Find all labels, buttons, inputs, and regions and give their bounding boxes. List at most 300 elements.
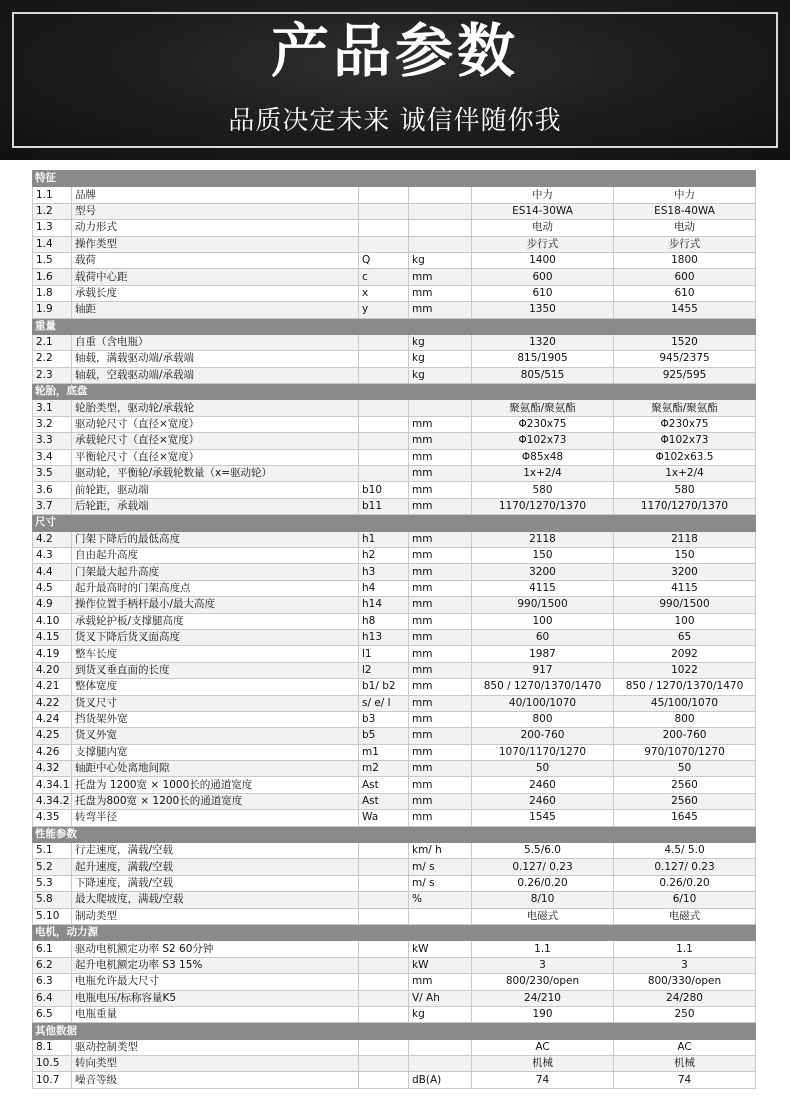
cell-parameter: 最大爬坡度，满载/空载 [72,892,359,908]
table-row [33,1056,756,1072]
cell-value-model-2: 150 [614,547,756,563]
page-title: 产品参数 [270,17,519,85]
cell-symbol [359,1006,409,1022]
cell-unit [409,203,472,219]
table-row [33,351,756,367]
cell-parameter: 轴距中心处离地间隙 [72,761,359,777]
cell-symbol: h14 [359,597,409,613]
section-header [33,1023,756,1039]
cell-parameter: 前轮距，驱动端 [72,482,359,498]
cell-unit [409,400,472,416]
cell-unit: mm [409,793,472,809]
table-row [33,908,756,924]
cell-value-model-1: 机械 [472,1056,614,1072]
cell-value-model-2: 925/595 [614,367,756,383]
cell-symbol [359,974,409,990]
section-header [33,318,756,334]
cell-symbol [359,449,409,465]
cell-value-model-2: 3200 [614,564,756,580]
cell-number: 4.3 [33,547,72,563]
table-row [33,187,756,203]
spec-table-container [32,170,755,1089]
cell-value-model-1: 2118 [472,531,614,547]
cell-unit: kg [409,351,472,367]
cell-unit: mm [409,646,472,662]
cell-value-model-2: 2560 [614,793,756,809]
cell-number: 4.35 [33,810,72,826]
cell-unit: mm [409,285,472,301]
cell-number: 4.34.2 [33,793,72,809]
cell-value-model-1: 50 [472,761,614,777]
cell-parameter: 承载长度 [72,285,359,301]
cell-unit: mm [409,302,472,318]
cell-number: 6.4 [33,990,72,1006]
cell-value-model-2: 250 [614,1006,756,1022]
cell-value-model-2: 50 [614,761,756,777]
table-row [33,482,756,498]
cell-symbol: h3 [359,564,409,580]
cell-number: 4.26 [33,744,72,760]
cell-number: 5.10 [33,908,72,924]
table-row [33,744,756,760]
section-title: 特征 [33,171,756,187]
cell-parameter: 噪音等级 [72,1072,359,1088]
cell-symbol [359,859,409,875]
cell-value-model-1: Φ230x75 [472,416,614,432]
cell-parameter: 轴载，空载驱动端/承载端 [72,367,359,383]
cell-parameter: 载荷中心距 [72,269,359,285]
cell-value-model-2: 机械 [614,1056,756,1072]
cell-symbol: b3 [359,711,409,727]
cell-number: 4.32 [33,761,72,777]
cell-number: 1.2 [33,203,72,219]
cell-value-model-1: 1987 [472,646,614,662]
cell-number: 1.8 [33,285,72,301]
section-title: 其他数据 [33,1023,756,1039]
cell-parameter: 轴距 [72,302,359,318]
cell-value-model-2: ES18-40WA [614,203,756,219]
cell-unit: mm [409,810,472,826]
table-row [33,285,756,301]
table-row [33,613,756,629]
cell-value-model-2: AC [614,1039,756,1055]
cell-unit: mm [409,269,472,285]
cell-value-model-2: 1520 [614,334,756,350]
cell-number: 1.5 [33,252,72,268]
cell-parameter: 挡货架外宽 [72,711,359,727]
cell-parameter: 后轮距，承载端 [72,498,359,514]
cell-parameter: 起升速度，满载/空载 [72,859,359,875]
section-title: 重量 [33,318,756,334]
table-row [33,580,756,596]
cell-symbol [359,351,409,367]
table-row [33,957,756,973]
cell-unit: kg [409,1006,472,1022]
cell-number: 4.20 [33,662,72,678]
cell-value-model-1: 580 [472,482,614,498]
cell-symbol: l1 [359,646,409,662]
cell-symbol: l2 [359,662,409,678]
cell-number: 4.22 [33,695,72,711]
table-row [33,777,756,793]
cell-parameter: 载荷 [72,252,359,268]
cell-value-model-2: 2092 [614,646,756,662]
cell-symbol [359,466,409,482]
cell-parameter: 托盘为 1200宽 × 1000长的通道宽度 [72,777,359,793]
cell-unit: m/ s [409,859,472,875]
cell-value-model-1: 800 [472,711,614,727]
cell-symbol [359,220,409,236]
cell-parameter: 操作类型 [72,236,359,252]
cell-parameter: 制动类型 [72,908,359,924]
cell-number: 4.2 [33,531,72,547]
cell-number: 4.21 [33,679,72,695]
cell-parameter: 整车长度 [72,646,359,662]
cell-number: 4.19 [33,646,72,662]
cell-symbol [359,187,409,203]
table-row [33,449,756,465]
cell-number: 3.4 [33,449,72,465]
cell-value-model-2: 800 [614,711,756,727]
cell-symbol: b11 [359,498,409,514]
cell-value-model-1: 1320 [472,334,614,350]
cell-value-model-2: 1022 [614,662,756,678]
cell-value-model-2: 4115 [614,580,756,596]
table-row [33,941,756,957]
table-row [33,547,756,563]
table-row [33,400,756,416]
table-row [33,433,756,449]
cell-number: 3.1 [33,400,72,416]
table-row [33,597,756,613]
cell-parameter: 电瓶电压/标称容量K5 [72,990,359,1006]
cell-value-model-2: 中力 [614,187,756,203]
cell-unit [409,1056,472,1072]
cell-value-model-1: 4115 [472,580,614,596]
cell-value-model-1: 2460 [472,793,614,809]
cell-value-model-1: 190 [472,1006,614,1022]
table-row [33,302,756,318]
table-row [33,843,756,859]
cell-symbol [359,892,409,908]
cell-value-model-1: 850 / 1270/1370/1470 [472,679,614,695]
cell-symbol: y [359,302,409,318]
cell-parameter: 驱动控制类型 [72,1039,359,1055]
cell-unit: km/ h [409,843,472,859]
cell-symbol: h4 [359,580,409,596]
cell-unit: kW [409,941,472,957]
cell-unit: mm [409,547,472,563]
cell-parameter: 行走速度，满载/空载 [72,843,359,859]
cell-unit: V/ Ah [409,990,472,1006]
section-header [33,924,756,940]
cell-parameter: 整体宽度 [72,679,359,695]
cell-parameter: 轮胎类型，驱动轮/承载轮 [72,400,359,416]
section-title: 电机，动力源 [33,924,756,940]
cell-symbol [359,203,409,219]
cell-number: 1.3 [33,220,72,236]
cell-value-model-2: 聚氨酯/聚氨酯 [614,400,756,416]
cell-symbol [359,1039,409,1055]
cell-value-model-1: 1545 [472,810,614,826]
cell-value-model-1: 74 [472,1072,614,1088]
cell-parameter: 电瓶重量 [72,1006,359,1022]
page-subtitle: 品质决定未来 诚信伴随你我 [228,106,562,136]
cell-value-model-2: 1170/1270/1370 [614,498,756,514]
cell-number: 1.6 [33,269,72,285]
cell-value-model-1: 1.1 [472,941,614,957]
cell-symbol [359,1072,409,1088]
cell-symbol [359,400,409,416]
cell-parameter: 自由起升高度 [72,547,359,563]
cell-number: 4.25 [33,728,72,744]
cell-unit: mm [409,416,472,432]
table-row [33,236,756,252]
cell-symbol: Ast [359,793,409,809]
table-row [33,711,756,727]
cell-value-model-2: 945/2375 [614,351,756,367]
section-title: 尺寸 [33,515,756,531]
cell-value-model-1: 1400 [472,252,614,268]
table-row [33,695,756,711]
table-row [33,679,756,695]
table-row [33,662,756,678]
cell-symbol [359,416,409,432]
cell-value-model-1: 3 [472,957,614,973]
cell-value-model-1: 815/1905 [472,351,614,367]
table-row [33,367,756,383]
cell-symbol [359,367,409,383]
cell-symbol: c [359,269,409,285]
section-header [33,515,756,531]
table-row [33,646,756,662]
cell-parameter: 起升最高时的门架高度点 [72,580,359,596]
cell-symbol: h2 [359,547,409,563]
cell-value-model-2: 3 [614,957,756,973]
section-title: 轮胎，底盘 [33,384,756,400]
cell-value-model-1: 步行式 [472,236,614,252]
cell-parameter: 下降速度，满载/空载 [72,875,359,891]
cell-parameter: 货叉尺寸 [72,695,359,711]
cell-value-model-2: 1455 [614,302,756,318]
cell-parameter: 货叉外宽 [72,728,359,744]
cell-value-model-1: ES14-30WA [472,203,614,219]
cell-parameter: 型号 [72,203,359,219]
cell-value-model-2: 970/1070/1270 [614,744,756,760]
cell-symbol [359,433,409,449]
cell-parameter: 驱动轮，平衡轮/承载轮数量（x=驱动轮） [72,466,359,482]
cell-symbol: b5 [359,728,409,744]
table-row [33,334,756,350]
cell-number: 4.34.1 [33,777,72,793]
cell-parameter: 平衡轮尺寸（直径×宽度） [72,449,359,465]
cell-value-model-1: 电动 [472,220,614,236]
cell-unit: mm [409,433,472,449]
cell-unit: mm [409,597,472,613]
cell-number: 1.9 [33,302,72,318]
cell-value-model-1: 610 [472,285,614,301]
cell-symbol [359,334,409,350]
cell-value-model-2: 2118 [614,531,756,547]
table-row [33,498,756,514]
cell-number: 1.1 [33,187,72,203]
cell-value-model-2: 850 / 1270/1370/1470 [614,679,756,695]
table-row [33,1039,756,1055]
table-row [33,974,756,990]
cell-symbol: Ast [359,777,409,793]
cell-unit: mm [409,613,472,629]
cell-number: 10.7 [33,1072,72,1088]
cell-parameter: 承载轮尺寸（直径×宽度） [72,433,359,449]
cell-value-model-2: 800/330/open [614,974,756,990]
cell-number: 4.5 [33,580,72,596]
cell-value-model-2: 990/1500 [614,597,756,613]
cell-value-model-1: 600 [472,269,614,285]
cell-unit [409,220,472,236]
cell-value-model-1: 60 [472,629,614,645]
cell-unit: mm [409,498,472,514]
banner [0,0,790,160]
cell-parameter: 托盘为800宽 × 1200长的通道宽度 [72,793,359,809]
cell-number: 5.3 [33,875,72,891]
cell-parameter: 自重（含电瓶） [72,334,359,350]
cell-unit: mm [409,974,472,990]
cell-value-model-1: 917 [472,662,614,678]
cell-symbol: Wa [359,810,409,826]
cell-value-model-2: 0.127/ 0.23 [614,859,756,875]
cell-unit: kg [409,367,472,383]
table-row [33,875,756,891]
cell-number: 4.9 [33,597,72,613]
table-row [33,564,756,580]
cell-value-model-2: 0.26/0.20 [614,875,756,891]
cell-value-model-2: 45/100/1070 [614,695,756,711]
section-header [33,384,756,400]
cell-number: 5.8 [33,892,72,908]
table-row [33,793,756,809]
cell-value-model-1: 0.26/0.20 [472,875,614,891]
cell-unit [409,1039,472,1055]
cell-unit: mm [409,449,472,465]
table-row [33,761,756,777]
cell-unit: mm [409,482,472,498]
cell-symbol: m2 [359,761,409,777]
cell-unit: mm [409,564,472,580]
cell-symbol [359,1056,409,1072]
section-header [33,826,756,842]
cell-parameter: 货叉下降后货叉面高度 [72,629,359,645]
cell-unit: mm [409,728,472,744]
cell-symbol [359,236,409,252]
cell-symbol: h8 [359,613,409,629]
cell-unit: kg [409,252,472,268]
cell-value-model-2: Φ102x63.5 [614,449,756,465]
cell-number: 6.1 [33,941,72,957]
cell-value-model-2: 580 [614,482,756,498]
cell-value-model-2: 1.1 [614,941,756,957]
cell-value-model-2: Φ102x73 [614,433,756,449]
cell-value-model-1: 8/10 [472,892,614,908]
cell-symbol [359,941,409,957]
cell-value-model-1: AC [472,1039,614,1055]
cell-value-model-1: 0.127/ 0.23 [472,859,614,875]
cell-unit: mm [409,695,472,711]
spec-table [32,170,756,1089]
cell-value-model-1: Φ102x73 [472,433,614,449]
table-row [33,629,756,645]
cell-number: 3.2 [33,416,72,432]
cell-value-model-2: 200-760 [614,728,756,744]
cell-unit: kg [409,334,472,350]
cell-value-model-2: 100 [614,613,756,629]
cell-value-model-1: 805/515 [472,367,614,383]
cell-value-model-1: 2460 [472,777,614,793]
table-row [33,859,756,875]
cell-value-model-1: 中力 [472,187,614,203]
cell-symbol [359,990,409,1006]
cell-unit: mm [409,777,472,793]
cell-unit [409,187,472,203]
cell-parameter: 门架下降后的最低高度 [72,531,359,547]
cell-number: 6.2 [33,957,72,973]
cell-unit: mm [409,466,472,482]
cell-unit: mm [409,629,472,645]
cell-value-model-2: 600 [614,269,756,285]
cell-value-model-1: Φ85x48 [472,449,614,465]
table-row [33,269,756,285]
cell-parameter: 操作位置手柄杆最小/最大高度 [72,597,359,613]
cell-parameter: 驱动电机额定功率 S2 60分钟 [72,941,359,957]
cell-value-model-1: 24/210 [472,990,614,1006]
cell-parameter: 转弯半径 [72,810,359,826]
cell-number: 3.6 [33,482,72,498]
cell-value-model-1: 40/100/1070 [472,695,614,711]
cell-value-model-2: 1645 [614,810,756,826]
cell-parameter: 转向类型 [72,1056,359,1072]
cell-parameter: 电瓶允许最大尺寸 [72,974,359,990]
cell-parameter: 到货叉垂直面的长度 [72,662,359,678]
cell-value-model-2: Φ230x75 [614,416,756,432]
cell-number: 10.5 [33,1056,72,1072]
cell-value-model-2: 电磁式 [614,908,756,924]
cell-unit [409,908,472,924]
cell-parameter: 品牌 [72,187,359,203]
table-row [33,220,756,236]
cell-unit: % [409,892,472,908]
cell-value-model-1: 990/1500 [472,597,614,613]
cell-number: 6.3 [33,974,72,990]
cell-value-model-1: 100 [472,613,614,629]
cell-number: 4.4 [33,564,72,580]
table-row [33,810,756,826]
cell-symbol: x [359,285,409,301]
cell-number: 4.15 [33,629,72,645]
cell-value-model-2: 6/10 [614,892,756,908]
cell-value-model-1: 200-760 [472,728,614,744]
cell-value-model-1: 电磁式 [472,908,614,924]
cell-number: 5.1 [33,843,72,859]
table-row [33,990,756,1006]
cell-number: 2.2 [33,351,72,367]
cell-parameter: 轴载，满载驱动端/承载端 [72,351,359,367]
cell-parameter: 承载轮护板/支撑腿高度 [72,613,359,629]
table-row [33,1072,756,1088]
table-row [33,1006,756,1022]
spec-table-body [33,171,756,1089]
cell-value-model-2: 1x+2/4 [614,466,756,482]
cell-parameter: 支撑腿内宽 [72,744,359,760]
cell-number: 2.3 [33,367,72,383]
